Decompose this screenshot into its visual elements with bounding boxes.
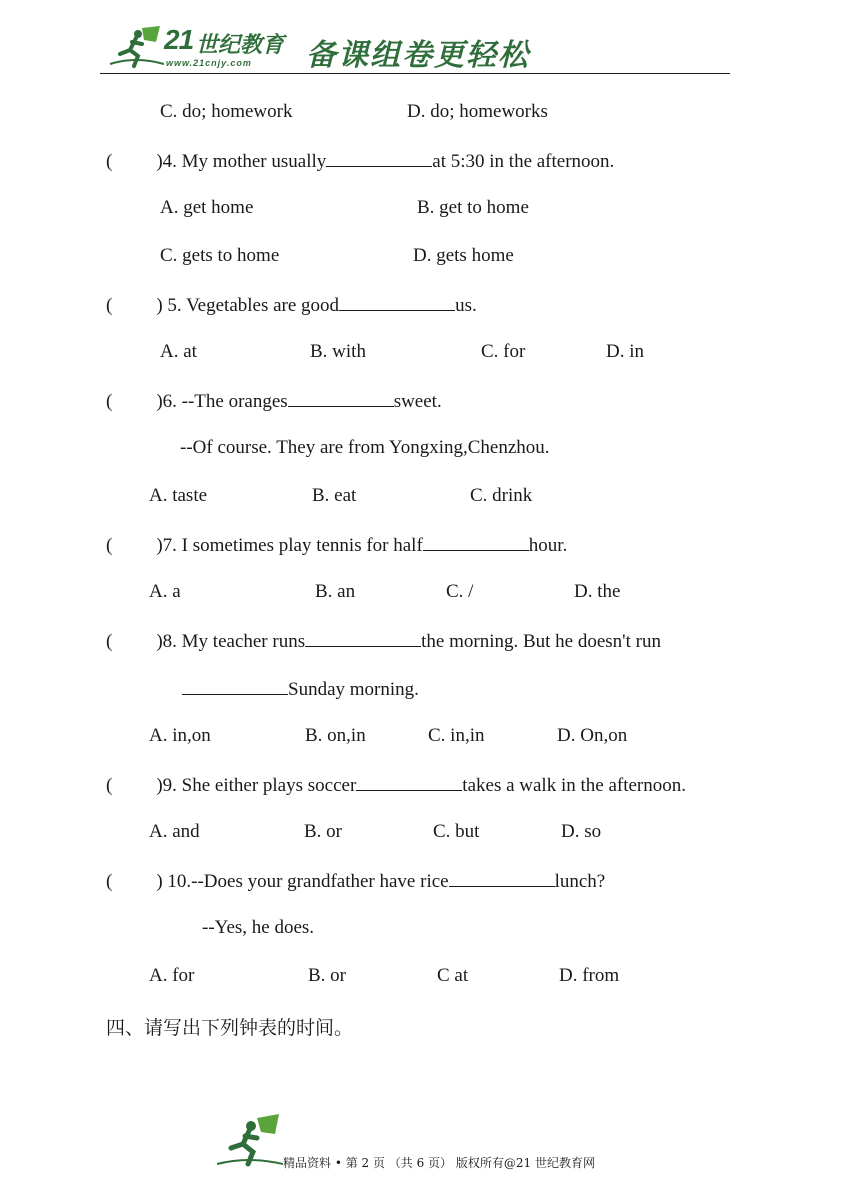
q4-option-d: D. gets home: [413, 245, 514, 266]
answer-paren-close: ): [156, 535, 163, 556]
answer-paren-close: ): [156, 295, 163, 316]
answer-paren-open: (: [106, 295, 113, 316]
q10-option-b: B. or: [308, 965, 346, 986]
answer-paren-close: ): [156, 151, 163, 172]
footer-text: 精品资料 • 第 2 页 （共 6 页） 版权所有@21 世纪教育网: [283, 1156, 595, 1170]
q4-option-c: C. gets to home: [160, 245, 280, 266]
q6-option-b: B. eat: [312, 485, 357, 506]
question-text: 8. My teacher runs: [162, 631, 306, 652]
q8-option-a: A. in,on: [149, 725, 211, 746]
question-4: [106, 148, 614, 174]
answer-blank[interactable]: [288, 388, 394, 407]
page-header: [100, 22, 730, 74]
question-text: 9. She either plays soccer: [162, 775, 357, 796]
question-7: [106, 532, 567, 558]
question-text: 5. Vegetables are good: [162, 295, 340, 316]
q4-option-b: B. get to home: [417, 197, 529, 218]
logo-url: www.21cnjy.com: [166, 58, 252, 68]
q8-option-c: C. in,in: [428, 725, 485, 746]
answer-blank[interactable]: [326, 148, 432, 167]
question-text: 7. I sometimes play tennis for half: [162, 535, 423, 556]
question-10: [106, 868, 605, 894]
q7-option-d: D. the: [574, 581, 621, 602]
runner-logo-icon: [215, 1112, 283, 1168]
q6-option-a: A. taste: [149, 485, 208, 506]
q6-dialog-line: --Of course. They are from Yongxing,Chenzhou.: [180, 437, 550, 458]
q9-option-d: D. so: [561, 821, 602, 842]
answer-blank-2[interactable]: [182, 676, 288, 695]
q7-option-b: B. an: [315, 581, 356, 602]
q5-option-c: C. for: [481, 341, 526, 362]
q10-dialog-line: --Yes, he does.: [202, 917, 315, 938]
question-text-after: sweet.: [393, 391, 442, 412]
question-text-after: takes a walk in the afternoon.: [462, 775, 686, 796]
answer-blank[interactable]: [305, 628, 421, 647]
question-text-after: Sunday morning.: [288, 679, 419, 700]
answer-paren-open: (: [106, 871, 113, 892]
q8-option-d: D. On,on: [557, 725, 628, 746]
question-5: [106, 292, 477, 318]
q8-second-line: [182, 676, 419, 702]
q9-option-b: B. or: [304, 821, 342, 842]
question-8: [106, 628, 661, 654]
answer-blank[interactable]: [356, 772, 462, 791]
answer-paren-close: ): [156, 391, 163, 412]
answer-paren-close: ): [156, 775, 163, 796]
logo-text: 世纪教育: [196, 33, 285, 58]
runner-logo-icon: [108, 24, 164, 70]
question-text: 10.--Does your grandfather have rice: [162, 871, 449, 892]
q5-option-b: B. with: [310, 341, 366, 362]
q10-option-c: C at: [437, 965, 469, 986]
answer-paren-open: (: [106, 535, 113, 556]
question-text: 6. --The oranges: [162, 391, 288, 412]
answer-paren-open: (: [106, 775, 113, 796]
question-6: [106, 388, 442, 414]
q6-option-c: C. drink: [470, 485, 533, 506]
question-text-after: the morning. But he doesn't run: [421, 631, 661, 652]
q3-option-d: D. do; homeworks: [407, 101, 548, 122]
q8-option-b: B. on,in: [305, 725, 366, 746]
q10-option-d: D. from: [559, 965, 620, 986]
question-text-after: at 5:30 in the afternoon.: [432, 151, 615, 172]
q5-option-d: D. in: [606, 341, 644, 362]
page-footer: [215, 1112, 655, 1172]
answer-blank[interactable]: [449, 868, 555, 887]
answer-blank[interactable]: [423, 532, 529, 551]
logo-number: 21: [164, 24, 194, 55]
q10-option-a: A. for: [149, 965, 195, 986]
question-9: [106, 772, 686, 798]
answer-paren-close: ): [156, 631, 163, 652]
section-heading: 四、请写出下列钟表的时间。: [106, 1017, 354, 1039]
question-text-after: lunch?: [554, 871, 606, 892]
q7-option-a: A. a: [149, 581, 181, 602]
q4-option-a: A. get home: [160, 197, 254, 218]
answer-paren-open: (: [106, 631, 113, 652]
question-text-after: us.: [455, 295, 477, 316]
header-rule: [100, 73, 730, 74]
answer-paren-open: (: [106, 391, 113, 412]
question-text-after: hour.: [528, 535, 568, 556]
question-text: 4. My mother usually: [162, 151, 327, 172]
header-slogan: 备课组卷更轻松: [306, 38, 530, 73]
q7-option-c: C. /: [446, 581, 474, 602]
q9-option-c: C. but: [433, 821, 480, 842]
q3-option-c: C. do; homework: [160, 101, 293, 122]
q9-option-a: A. and: [149, 821, 200, 842]
q5-option-a: A. at: [160, 341, 197, 362]
answer-blank[interactable]: [339, 292, 455, 311]
answer-paren-open: (: [106, 151, 113, 172]
answer-paren-close: ): [156, 871, 163, 892]
